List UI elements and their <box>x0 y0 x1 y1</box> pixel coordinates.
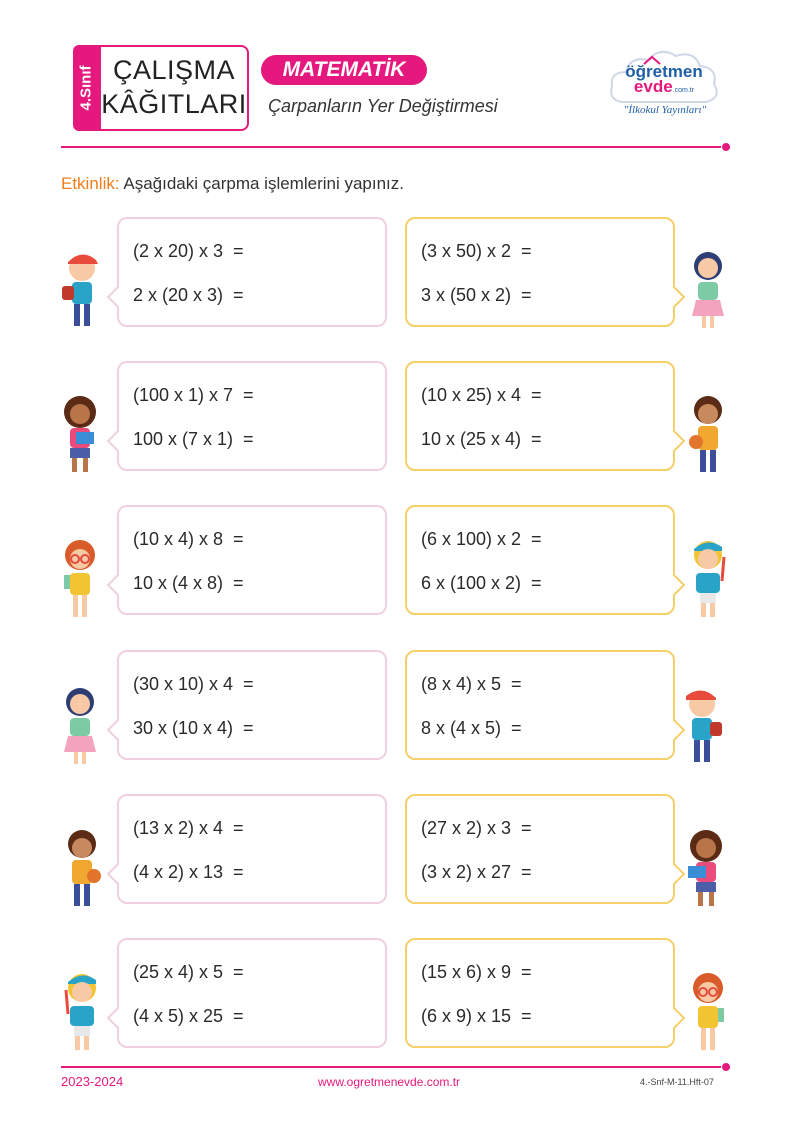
speech-tail <box>107 574 130 597</box>
exercise-7-line-1: (30 x 10) x 4 = <box>133 674 254 694</box>
exercise-box-5 <box>117 505 387 615</box>
speech-tail <box>107 430 130 453</box>
kid-boy-cap-illustration <box>682 682 726 766</box>
exercise-12-line-2: (6 x 9) x 15 = <box>421 1006 532 1026</box>
exercise-8-line-2: 8 x (4 x 5) = <box>421 718 522 738</box>
exercise-box-11 <box>117 938 387 1048</box>
footer-code: 4.-Snf-M-11.Hft-07 <box>640 1077 714 1087</box>
exercise-1-line-2: 2 x (20 x 3) = <box>133 285 244 305</box>
exercise-4-line-1: (10 x 25) x 4 = <box>421 385 542 405</box>
exercise-box-1 <box>117 217 387 327</box>
exercise-box-7 <box>117 650 387 760</box>
footer-website[interactable]: www.ogretmenevde.com.tr <box>318 1075 461 1089</box>
exercise-2-line-2: 3 x (50 x 2) = <box>421 285 532 305</box>
exercise-2-line-1: (3 x 50) x 2 = <box>421 241 532 261</box>
kid-girl-painter-illustration <box>60 970 104 1054</box>
exercise-7-line-2: 30 x (10 x 4) = <box>133 718 254 738</box>
speech-tail <box>663 430 686 453</box>
exercise-12-line-1: (15 x 6) x 9 = <box>421 962 532 982</box>
subject-badge: MATEMATİK <box>261 55 427 85</box>
exercise-9-line-2: (4 x 2) x 13 = <box>133 862 244 882</box>
footer-divider <box>61 1066 721 1068</box>
exercise-box-6 <box>405 505 675 615</box>
speech-tail <box>663 286 686 309</box>
kid-girl-glasses-book-illustration <box>58 537 102 621</box>
exercise-10-line-1: (27 x 2) x 3 = <box>421 818 532 838</box>
exercise-box-9 <box>117 794 387 904</box>
footer-year: 2023-2024 <box>61 1074 124 1089</box>
kid-girl-headband-illustration <box>58 682 102 766</box>
speech-tail <box>663 1007 686 1030</box>
kid-boy-cap-illustration <box>58 246 102 330</box>
exercise-box-12 <box>405 938 675 1048</box>
exercise-1-line-1: (2 x 20) x 3 = <box>133 241 244 261</box>
speech-tail <box>107 286 130 309</box>
kid-girl-curly-books-illustration <box>684 826 728 910</box>
exercise-box-3 <box>117 361 387 471</box>
speech-tail <box>107 863 130 886</box>
exercise-9-line-1: (13 x 2) x 4 = <box>133 818 244 838</box>
speech-tail <box>663 574 686 597</box>
grade-tab <box>73 45 99 131</box>
logo-tagline: "İlkokul Yayınları" <box>623 104 707 116</box>
exercise-6-line-1: (6 x 100) x 2 = <box>421 529 542 549</box>
title-line-2: KÂĞITLARI <box>101 89 247 119</box>
kid-boy-ball-illustration <box>686 392 730 476</box>
instruction-label: Etkinlik: <box>61 174 120 193</box>
speech-tail <box>663 863 686 886</box>
exercise-4-line-2: 10 x (25 x 4) = <box>421 429 542 449</box>
exercise-5-line-1: (10 x 4) x 8 = <box>133 529 244 549</box>
kid-girl-headband-illustration <box>686 246 730 330</box>
exercise-3-line-2: 100 x (7 x 1) = <box>133 429 254 449</box>
exercise-3-line-1: (100 x 1) x 7 = <box>133 385 254 405</box>
footer-divider-end-dot <box>722 1063 730 1071</box>
instruction <box>61 174 404 194</box>
exercise-10-line-2: (3 x 2) x 27 = <box>421 862 532 882</box>
kid-boy-ball-illustration <box>60 826 104 910</box>
exercise-box-10 <box>405 794 675 904</box>
speech-tail <box>107 719 130 742</box>
publisher-logo <box>604 42 724 128</box>
exercise-box-2 <box>405 217 675 327</box>
title-line-1: ÇALIŞMA <box>112 55 236 85</box>
topic-title: Çarpanların Yer Değiştirmesi <box>268 96 498 116</box>
grade-label: 4.Sınıf <box>77 65 95 111</box>
exercise-box-4 <box>405 361 675 471</box>
exercise-5-line-2: 10 x (4 x 8) = <box>133 573 244 593</box>
kid-girl-curly-books-illustration <box>56 392 100 476</box>
kid-girl-painter-illustration <box>686 537 730 621</box>
kid-girl-glasses-book-illustration <box>686 970 730 1054</box>
logo-line-2: evde <box>633 77 673 96</box>
exercise-11-line-1: (25 x 4) x 5 = <box>133 962 244 982</box>
exercise-6-line-2: 6 x (100 x 2) = <box>421 573 542 593</box>
header-divider <box>61 146 721 148</box>
exercise-11-line-2: (4 x 5) x 25 = <box>133 1006 244 1026</box>
instruction-text: Aşağıdaki çarpma işlemlerini yapınız. <box>123 174 404 193</box>
exercise-8-line-1: (8 x 4) x 5 = <box>421 674 522 694</box>
exercise-box-8 <box>405 650 675 760</box>
speech-tail <box>107 1007 130 1030</box>
logo-domain: .com.tr <box>672 87 695 94</box>
logo-line-1: öğretmen <box>625 62 703 81</box>
worksheet-title-box <box>99 45 249 131</box>
divider-end-dot <box>722 143 730 151</box>
